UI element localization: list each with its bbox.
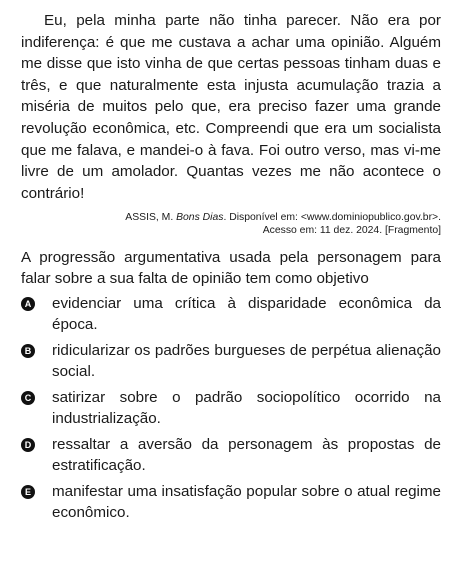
option-a[interactable] [21, 294, 441, 335]
option-d[interactable] [21, 435, 441, 476]
source-citation [21, 211, 441, 237]
option-d-letter-badge: D [21, 438, 35, 452]
source-availability: . Disponível em: <www.dominiopublico.gov.br>. [223, 212, 441, 224]
answer-options [21, 294, 441, 523]
option-b-text: ridicularizar os padrões burgueses de perpétua alienação social. [52, 342, 441, 380]
option-b[interactable] [21, 341, 441, 382]
option-e-letter-badge: E [21, 485, 35, 499]
option-c[interactable] [21, 388, 441, 429]
source-line [21, 211, 441, 224]
source-access-date: Acesso em: 11 dez. 2024. [Fragmento] [262, 225, 441, 237]
option-d-text: ressaltar a aversão da personagem às propostas de estratificação. [52, 436, 441, 474]
option-b-letter-badge: B [21, 344, 35, 358]
option-a-letter-badge: A [21, 297, 35, 311]
question-prompt: A progressão argumentativa usada pela personagem para falar sobre a sua falta de opinião tem como objetivo [21, 249, 441, 288]
option-c-text: satirizar sobre o padrão sociopolítico ocorrido na industrialização. [52, 389, 441, 427]
source-author: ASSIS, M. [125, 212, 177, 224]
option-e[interactable] [21, 482, 441, 523]
option-e-text: manifestar uma insatisfação popular sobre o atual regime econômico. [52, 483, 441, 521]
option-c-letter-badge: C [21, 391, 35, 405]
option-a-text: evidenciar uma crítica à disparidade econômica da época. [52, 295, 441, 333]
source-book-title: Bons Dias [176, 212, 224, 224]
passage-text: Eu, pela minha parte não tinha parecer. Não era por indiferença: é que me custava a achar uma opinião. Alguém me disse que isto vinha de que certas pessoas tinham duas e três, e que naturalmente esta injusta acumulação trazia a miséria de muitos pelo que, era preciso fazer uma grande revolução econômica, etc. Compreendi que era um socialista que me falava, e mandei-o à fava. Foi outro verso, mas vi-me livre de um amolador. Quantas vezes me não acontece o contrário! [21, 12, 441, 202]
